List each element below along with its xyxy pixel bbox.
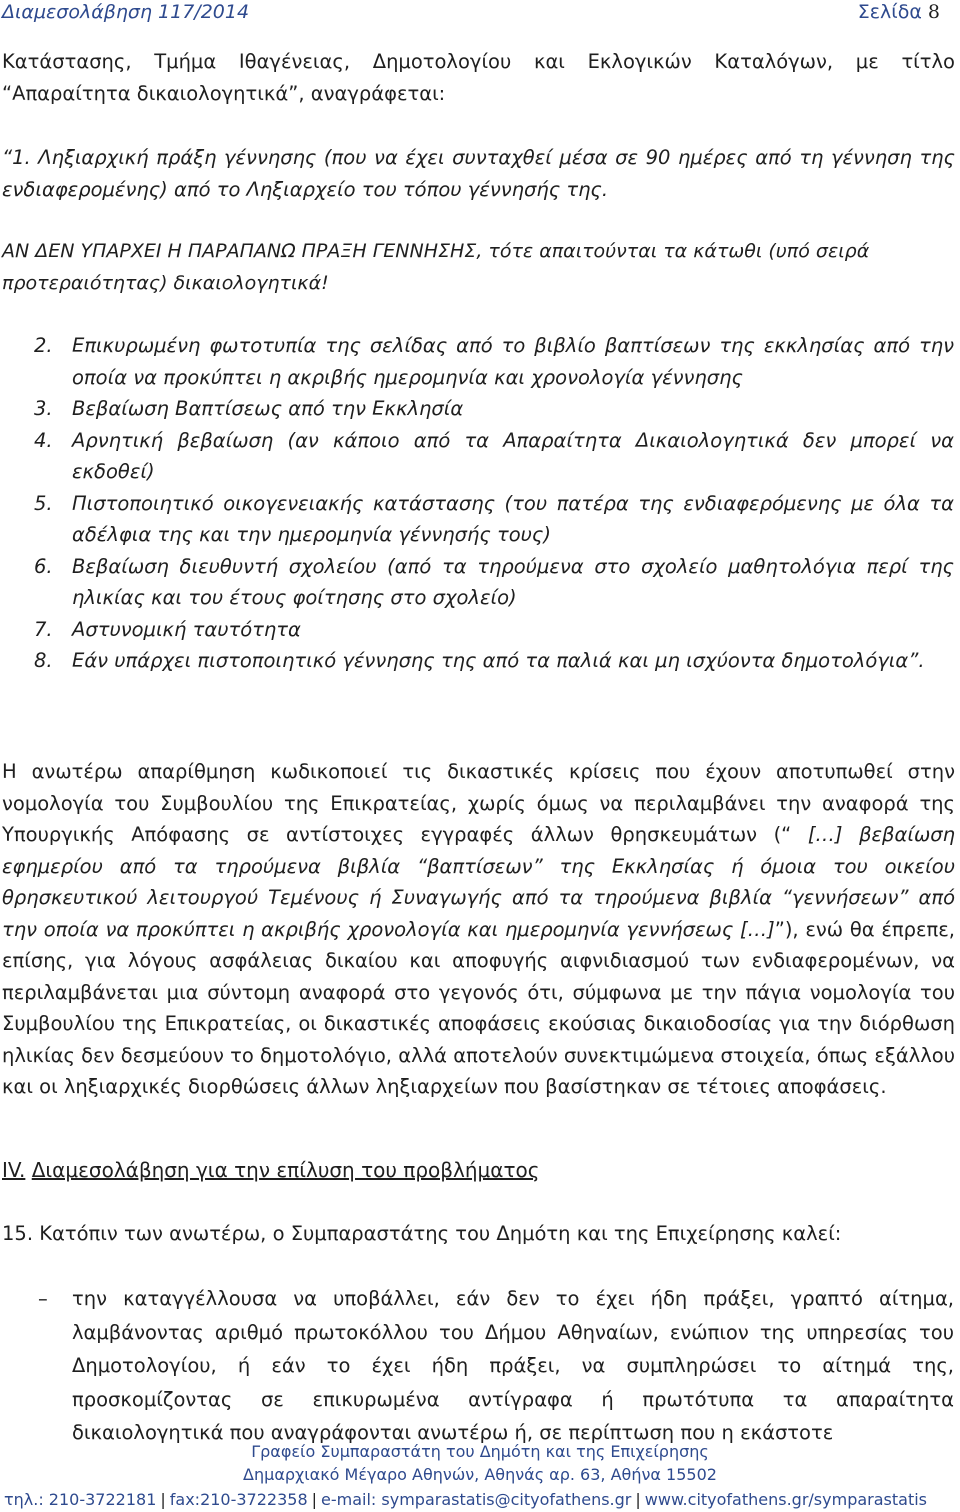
footer-email[interactable]: e-mail: symparastatis@cityofathens.gr — [321, 1490, 632, 1509]
footer-separator: | — [311, 1490, 318, 1509]
footer-office: Γραφείο Συμπαραστάτη του Δημότη και της Επιχείρησης — [251, 1442, 709, 1461]
footer-phone: τηλ.: 210-3722181 — [4, 1490, 157, 1509]
list-item-number: 8. — [34, 649, 53, 672]
body-quote: […] βεβαίωση εφημερίου από τα τηρούμενα βιβλία “βαπτίσεων” της Εκκλησίας ή όμοια του οικείου θρησκευτικού λειτουργού Τεμένους ή Συναγωγής από τα τηρούμενα βιβλία “γεννήσεων” από την οποία να προκύπτει η ακριβής χρονολογία και ημερομηνία γεννήσεως […] — [2, 823, 956, 941]
page-number: 8 — [927, 1, 940, 23]
list-item-text: Αστυνομική ταυτότητα — [72, 617, 301, 641]
list-item-number: 4. — [34, 428, 53, 452]
footer-separator: | — [160, 1490, 166, 1509]
list-item-number: 5. — [34, 491, 53, 515]
caps-note: ΑΝ ΔΕΝ ΥΠΑΡΧΕΙ Η ΠΑΡΑΠΑΝΩ ΠΡΑΞΗ ΓΕΝΝΗΣΗΣ, τότε απαιτούνται τα κάτωθι (υπό σειρά προτεραιότητας) δικαιολογητικά! — [2, 240, 870, 294]
requirements-list — [34, 330, 954, 677]
footer-separator: | — [635, 1490, 641, 1509]
list-item-number: 3. — [34, 397, 53, 420]
list-item-number: 6. — [34, 554, 53, 578]
point-15: 15. Κατόπιν των ανωτέρω, ο Συμπαραστάτης του Δημότη και της Επιχείρησης καλεί: — [2, 1222, 842, 1245]
section-heading — [2, 1155, 539, 1185]
list-item-text: Πιστοποιητικό οικογενειακής κατάστασης (του πατέρα της ενδιαφερόμενης με όλα τα αδέλφια της και την ημερομηνία γέννησής τους) — [72, 491, 954, 546]
list-item — [34, 551, 954, 614]
list-item-text: Βεβαίωση διευθυντή σχολείου (από τα τηρούμενα στο σχολείο μαθητολόγια περί της ηλικίας και του έτους φοίτησης στο σχολείο) — [72, 554, 954, 609]
list-item — [34, 425, 954, 488]
running-header-title: Διαμεσολάβηση 117/2014 — [2, 1, 250, 23]
list-item — [34, 393, 954, 425]
list-item-text: Βεβαίωση Βαπτίσεως από την Εκκλησία — [72, 397, 464, 420]
list-item — [34, 330, 954, 393]
list-item-text: Εάν υπάρχει πιστοποιητικό γέννησης της από τα παλιά και μη ισχύοντα δημοτολόγια”. — [72, 649, 925, 672]
quoted-item-1: “1. Ληξιαρχική πράξη γέννησης (που να έχει συνταχθεί μέσα σε 90 ημέρες από τη γέννηση της ενδιαφερομένης) από το Ληξιαρχείο του τόπου γέννησής της. — [2, 146, 955, 201]
dash-item-text: την καταγγέλλουσα να υποβάλλει, εάν δεν το έχει ήδη πράξει, γραπτό αίτημα, λαμβάνοντας αριθμό πρωτοκόλλου του Δήμου Αθηναίων, ενώπιον της υπηρεσίας του Δημοτολογίου, ή εάν το έχει ήδη πράξει, να συμπληρώσει το αίτημά της, προσκομίζοντας σε επικυρωμένα αντίγραφα ή πρωτότυπα τα απαραίτητα δικαιολογητικά που αναγράφονται ανωτέρω ή, σε περίπτωση που η εκάστοτε — [72, 1287, 954, 1444]
body-text-part2: ”), ενώ θα έπρεπε, επίσης, για λόγους ασφάλειας δικαίου και αποφυγής αιφνιδιασμού των ενδιαφερομένων, να περιλαμβάνεται μια σύντομη αναφορά στο γεγονός ότι, σύμφωνα με την πάγια νομολογία του Συμβουλίου της Επικρατείας, οι δικαστικές αποφάσεις εκούσιας δικαιοδοσίας για την διόρθωση ηλικίας δεν δεσμεύουν το δημοτολόγιο, αλλά αποτελούν συνεκτιμώμενα στοιχεία, όπως εξάλλου και οι ληξιαρχικές διορθώσεις άλλων ληξιαρχείων που βασίστηκαν σε τέτοιες αποφάσεις. — [2, 917, 955, 1098]
body-text-part1: Η ανωτέρω απαρίθμηση κωδικοποιεί τις δικαστικές κρίσεις που έχουν αποτυπωθεί στην νομολογία του Συμβουλίου της Επικρατείας, χωρίς όμως να περιλαμβάνει την αναφορά της Υπουργικής Απόφασης σε αντίστοιχες εγγραφές άλλων θρησκευμάτων (“ — [2, 760, 955, 846]
body-paragraph — [2, 756, 955, 1103]
footer-website[interactable]: www.cityofathens.gr/symparastatis — [644, 1490, 927, 1509]
list-item — [34, 488, 954, 551]
intro-paragraph: Κατάστασης, Τμήμα Ιθαγένειας, Δημοτολογίου και Εκλογικών Καταλόγων, με τίτλο “Απαραίτητα δικαιολογητικά”, αναγράφεται: — [2, 50, 955, 105]
list-item — [34, 645, 954, 677]
list-item — [34, 614, 954, 646]
list-item-text: Αρνητική βεβαίωση (αν κάποιο από τα Απαραίτητα Δικαιολογητικά δεν μπορεί να εκδοθεί) — [72, 428, 954, 483]
footer-contact — [4, 1488, 960, 1512]
footer-fax: fax:210-3722358 — [169, 1490, 308, 1509]
footer-address: Δημαρχιακό Μέγαρο Αθηνών, Αθηνάς αρ. 63, Αθήνα 15502 — [243, 1465, 717, 1484]
section-number: IV. — [2, 1158, 26, 1182]
list-item-number: 7. — [34, 617, 53, 641]
dash-bullet: – — [38, 1287, 48, 1310]
section-title: Διαμεσολάβηση για την επίλυση του προβλήματος — [31, 1158, 540, 1182]
dash-list-item — [38, 1282, 954, 1450]
list-item-text: Επικυρωμένη φωτοτυπία της σελίδας από το βιβλίο βαπτίσεων της εκκλησίας από την οποία να προκύπτει η ακριβής ημερομηνία και χρονολογία γέννησης — [72, 334, 954, 389]
page-number-label — [858, 0, 940, 24]
list-item-number: 2. — [34, 334, 53, 357]
page-label: Σελίδα — [857, 1, 922, 23]
